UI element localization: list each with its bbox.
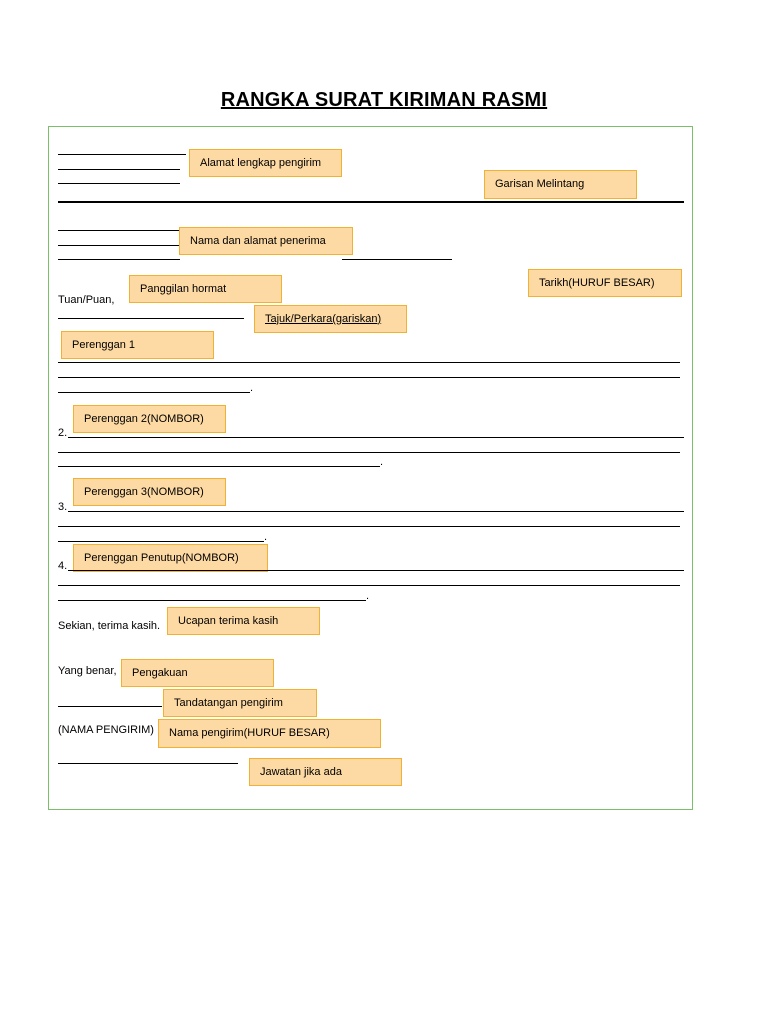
- date-line: [342, 259, 452, 260]
- sender-address-line-1: [58, 154, 186, 155]
- label-perenggan-2: Perenggan 2(NOMBOR): [73, 405, 226, 433]
- para2-line-2: [58, 452, 680, 453]
- para1-period: .: [250, 382, 254, 394]
- label-perenggan-penutup: Perenggan Penutup(NOMBOR): [73, 544, 268, 572]
- para1-line-1: [58, 362, 680, 363]
- label-jawatan: Jawatan jika ada: [249, 758, 402, 786]
- para3-period: .: [264, 531, 268, 543]
- para1-line-3: [58, 392, 250, 393]
- para2-line-3: [58, 466, 380, 467]
- para2-period: .: [380, 456, 384, 468]
- recipient-line-2: [58, 245, 180, 246]
- recipient-line-3: [58, 259, 180, 260]
- document-title: RANGKA SURAT KIRIMAN RASMI: [220, 89, 548, 111]
- label-tajuk: Tajuk/Perkara(gariskan): [254, 305, 407, 333]
- label-nama-alamat-penerima: Nama dan alamat penerima: [179, 227, 353, 255]
- para3-number: 3.: [58, 501, 68, 513]
- subject-line: [58, 318, 244, 319]
- para3-line-3: [58, 541, 264, 542]
- label-garisan-melintang: Garisan Melintang: [484, 170, 637, 199]
- para4-line-1: [68, 570, 684, 571]
- label-perenggan-1: Perenggan 1: [61, 331, 214, 359]
- signature-line: [58, 706, 162, 707]
- label-tandatangan: Tandatangan pengirim: [163, 689, 317, 717]
- para2-line-1: [68, 437, 684, 438]
- sender-address-line-3: [58, 183, 180, 184]
- para3-line-1: [68, 511, 684, 512]
- para4-line-3: [58, 600, 366, 601]
- label-pengakuan: Pengakuan: [121, 659, 274, 687]
- para1-line-2: [58, 377, 680, 378]
- para4-line-2: [58, 585, 680, 586]
- horizontal-divider: [58, 201, 684, 203]
- letter-frame: [48, 126, 693, 810]
- sender-name-text: (NAMA PENGIRIM): [58, 724, 154, 736]
- recipient-line-1: [58, 230, 180, 231]
- label-panggilan-hormat: Panggilan hormat: [129, 275, 282, 303]
- closing-text: Sekian, terima kasih.: [58, 620, 161, 632]
- para4-number: 4.: [58, 560, 68, 572]
- salutation-text: Tuan/Puan,: [58, 294, 115, 306]
- para4-period: .: [366, 590, 370, 602]
- label-perenggan-3: Perenggan 3(NOMBOR): [73, 478, 226, 506]
- para2-number: 2.: [58, 427, 68, 439]
- para3-line-2: [58, 526, 680, 527]
- label-tarikh: Tarikh(HURUF BESAR): [528, 269, 682, 297]
- label-alamat-pengirim: Alamat lengkap pengirim: [189, 149, 342, 177]
- label-nama-pengirim: Nama pengirim(HURUF BESAR): [158, 719, 381, 748]
- yang-benar-text: Yang benar,: [58, 665, 117, 677]
- sender-address-line-2: [58, 169, 180, 170]
- label-ucapan-terima-kasih: Ucapan terima kasih: [167, 607, 320, 635]
- position-line: [58, 763, 238, 764]
